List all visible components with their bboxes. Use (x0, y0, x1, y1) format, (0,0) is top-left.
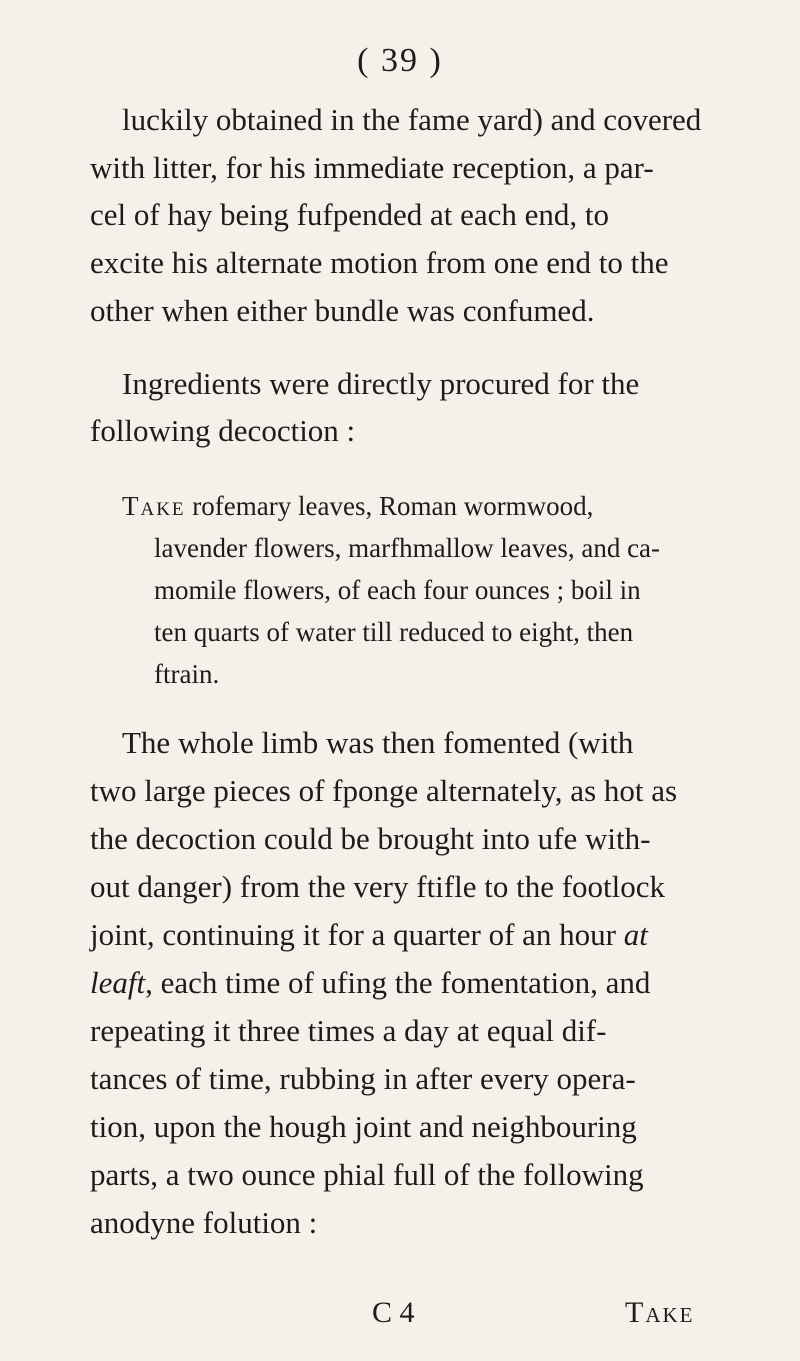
recipe-line: ten quarts of water till reduced to eight, then (154, 617, 634, 647)
text-line: parts, a two ounce phial full of the following (90, 1157, 644, 1192)
take-word: Take (122, 491, 186, 521)
text-line: tion, upon the hough joint and neighbouring (90, 1109, 637, 1144)
text-line: cel of hay being fufpended at each end, to (90, 197, 610, 232)
text-line: other when either bundle was confumed. (90, 293, 595, 328)
text-segment: , each time of ufing the fomentation, and (145, 965, 651, 1000)
text-line: two large pieces of fponge alternately, as hot as (90, 773, 678, 808)
text-line: tances of time, rubbing in after every opera- (90, 1061, 636, 1096)
italic-leaft: leaft (90, 965, 146, 1000)
text-line: The whole limb was then fomented (with (122, 725, 634, 760)
page-number: ( 39 ) (357, 42, 443, 79)
text-segment: joint, continuing it for a quarter of an hour (90, 917, 617, 952)
text-line: excite his alternate motion from one end to the (90, 245, 669, 280)
recipe-line: ftrain. (154, 659, 220, 689)
recipe-line: lavender flowers, marfhmallow leaves, and ca- (154, 533, 661, 563)
text-line: following decoction : (90, 413, 356, 448)
recipe-line: momile flowers, of each four ounces ; boil in (154, 575, 641, 605)
text-line: anodyne folution : (90, 1205, 318, 1240)
recipe-text: rofemary leaves, Roman wormwood, (192, 491, 594, 521)
recipe-first-line (122, 488, 593, 524)
catchword: Take (625, 1296, 695, 1329)
text-line (90, 917, 648, 953)
text-line: luckily obtained in the fame yard) and covered (122, 102, 702, 137)
text-line: repeating it three times a day at equal dif- (90, 1013, 607, 1048)
text-line: Ingredients were directly procured for the (122, 366, 640, 401)
text-line (90, 965, 650, 1001)
italic-at: at (623, 917, 648, 952)
signature-mark: C 4 (372, 1296, 415, 1329)
text-line: with litter, for his immediate reception, a par- (90, 150, 654, 185)
text-line: the decoction could be brought into ufe with- (90, 821, 651, 856)
text-line: out danger) from the very ftifle to the footlock (90, 869, 666, 904)
